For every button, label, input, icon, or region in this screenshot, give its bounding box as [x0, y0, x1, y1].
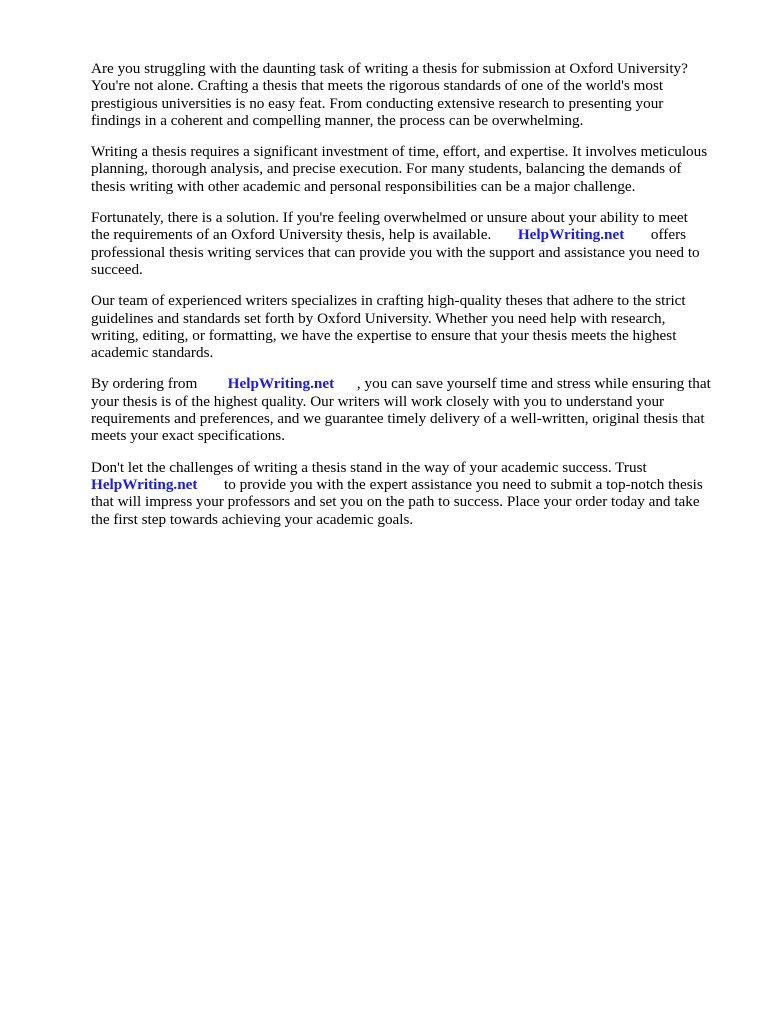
text-segment: , you can save yourself time and stress while ensuring that — [356, 375, 711, 393]
text-line: prestigious universities is no easy feat. From conducting extensive research to presenting your — [91, 94, 664, 112]
text-line: succeed. — [91, 260, 143, 278]
text-line: your thesis is of the highest quality. Our writers will work closely with you to understand your — [91, 392, 665, 410]
text-line: that will impress your professors and set you on the path to success. Place your order today and take — [91, 493, 700, 511]
text-line: Writing a thesis requires a significant investment of time, effort, and expertise. It involves meticulous — [91, 143, 708, 161]
text-segment: offers — [650, 226, 687, 244]
paragraph-ordering — [91, 375, 731, 444]
text-line: the first step towards achieving your academic goals. — [91, 510, 414, 528]
helpwriting-link[interactable]: HelpWriting.net — [227, 375, 335, 393]
text-line — [91, 226, 731, 243]
paragraph-team — [91, 292, 731, 361]
text-segment: By ordering from — [91, 375, 198, 393]
text-line: planning, thorough analysis, and precise execution. For many students, balancing the demands of — [91, 160, 682, 178]
paragraph-solution — [91, 209, 731, 278]
text-line: professional thesis writing services that can provide you with the support and assistance you need to — [91, 243, 700, 261]
text-line: requirements and preferences, and we guarantee timely delivery of a well-written, original thesis that — [91, 410, 705, 428]
paragraph-requirements — [91, 143, 731, 195]
text-line: Fortunately, there is a solution. If you're feeling overwhelmed or unsure about your ability to meet — [91, 209, 688, 227]
text-line: You're not alone. Crafting a thesis that meets the rigorous standards of one of the world's most — [91, 77, 664, 95]
document-page — [91, 60, 731, 542]
helpwriting-link[interactable]: HelpWriting.net — [517, 226, 625, 244]
helpwriting-link[interactable]: HelpWriting.net — [91, 475, 198, 493]
text-line: Our team of experienced writers specializes in crafting high-quality theses that adhere to the strict — [91, 292, 686, 310]
text-line: meets your exact specifications. — [91, 427, 285, 445]
text-line — [91, 375, 731, 392]
paragraph-closing — [91, 459, 731, 528]
text-segment: the requirements of an Oxford University thesis, help is available. — [91, 226, 492, 244]
text-line: guidelines and standards set forth by Oxford University. Whether you need help with research, — [91, 309, 666, 327]
text-line: Are you struggling with the daunting task of writing a thesis for submission at Oxford University? — [91, 60, 688, 77]
text-segment: to provide you with the expert assistance you need to submit a top-notch thesis — [224, 475, 703, 493]
text-line: writing, editing, or formatting, we have the expertise to ensure that your thesis meets the highest — [91, 326, 677, 344]
text-line — [91, 476, 731, 493]
paragraph-intro — [91, 60, 731, 129]
text-line: thesis writing with other academic and personal responsibilities can be a major challenge. — [91, 177, 636, 195]
text-line: Don't let the challenges of writing a thesis stand in the way of your academic success. Trust — [91, 458, 647, 476]
text-line: findings in a coherent and compelling manner, the process can be overwhelming. — [91, 111, 584, 129]
text-line: academic standards. — [91, 344, 214, 362]
